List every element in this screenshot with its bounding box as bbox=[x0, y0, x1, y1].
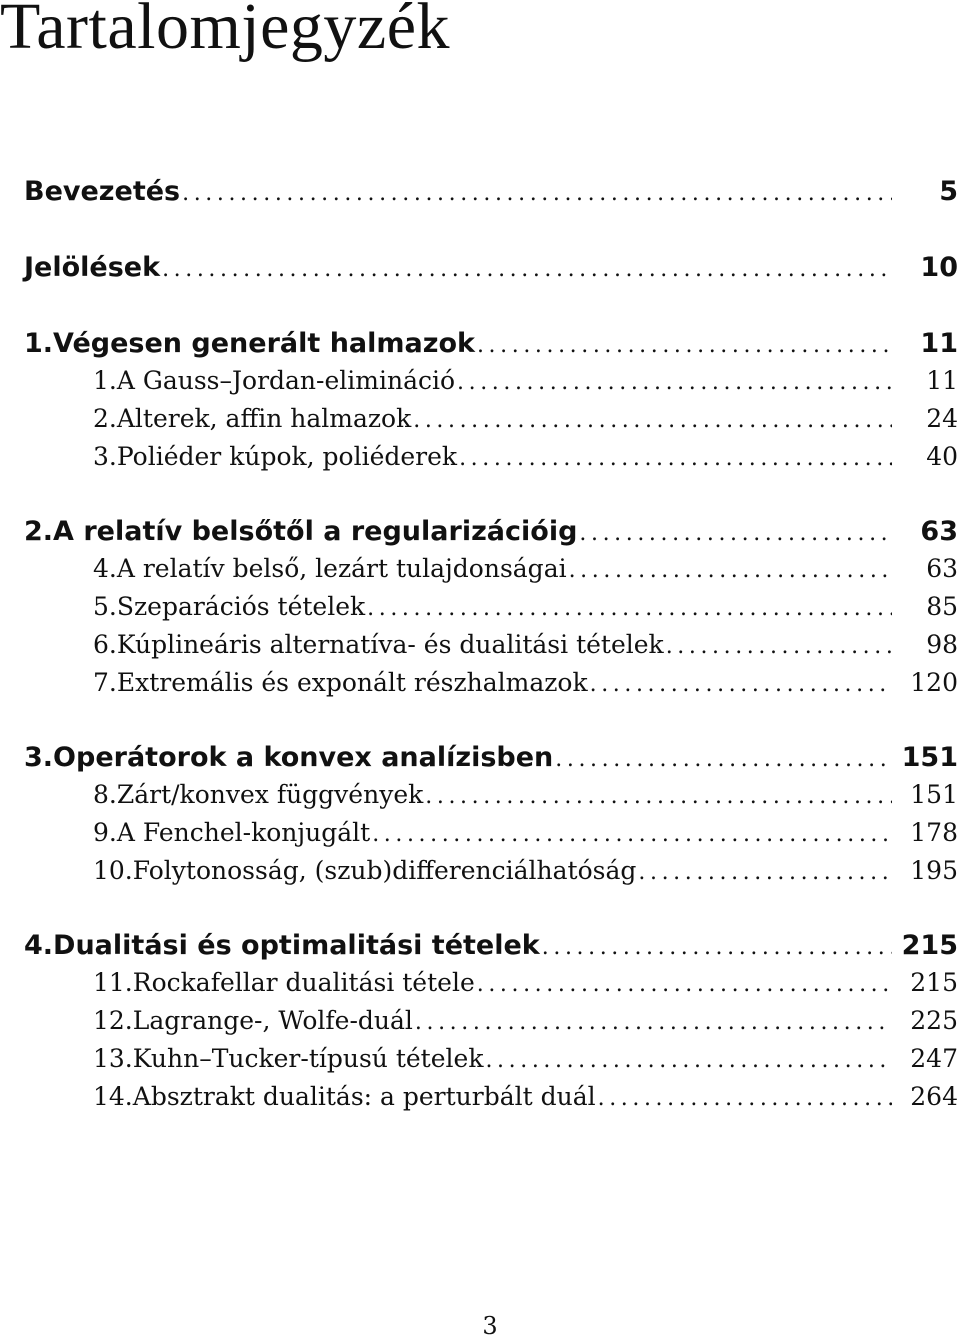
toc-entry-label: Zárt/konvex függvények bbox=[116, 780, 424, 809]
toc-entry-section[interactable] bbox=[24, 818, 958, 856]
toc-entry-label: Rockafellar dualitási tétele bbox=[132, 968, 475, 997]
toc-entry-label: Végesen generált halmazok bbox=[53, 328, 475, 359]
toc-entry-page: 98 bbox=[926, 630, 958, 659]
dot-leader bbox=[590, 672, 892, 697]
page-number: 3 bbox=[482, 1312, 498, 1340]
toc-entry-label: Lagrange-, Wolfe-duál bbox=[132, 1006, 413, 1035]
toc-entry-page: 225 bbox=[910, 1006, 958, 1035]
dot-leader bbox=[459, 446, 892, 471]
toc-entry-page: 151 bbox=[901, 742, 958, 773]
toc-entry-page: 195 bbox=[910, 856, 958, 885]
toc-entry-page: 215 bbox=[910, 968, 958, 997]
toc-entry-page: 63 bbox=[920, 516, 958, 547]
toc-entry-number: 7. bbox=[93, 668, 117, 697]
toc-entry-label: Absztrakt dualitás: a perturbált duál bbox=[132, 1082, 596, 1111]
toc-entry-page: 24 bbox=[926, 404, 958, 433]
toc-entry-page: 10 bbox=[920, 252, 958, 283]
toc-entry-section[interactable] bbox=[24, 554, 958, 592]
toc-entry-label: Operátorok a konvex analízisben bbox=[53, 742, 554, 773]
toc-entry-number: 12. bbox=[93, 1006, 133, 1035]
dot-leader bbox=[485, 1048, 892, 1073]
toc-entry-number: 6. bbox=[93, 630, 117, 659]
page-title: Tartalomjegyzék bbox=[0, 0, 451, 63]
toc-entry-chapter[interactable] bbox=[24, 930, 958, 968]
toc-entry-section[interactable] bbox=[24, 442, 958, 480]
toc-entry-label: A relatív belső, lezárt tulajdonságai bbox=[116, 554, 567, 583]
toc-entry-number: 1. bbox=[24, 328, 54, 359]
toc-entry-label: Poliéder kúpok, poliéderek bbox=[116, 442, 458, 471]
dot-leader bbox=[413, 408, 892, 433]
toc-entry-label: Alterek, affin halmazok bbox=[116, 404, 412, 433]
toc-entry-section[interactable] bbox=[24, 630, 958, 668]
toc-entry-label: Bevezetés bbox=[24, 176, 181, 207]
toc-entry-page: 215 bbox=[901, 930, 958, 961]
toc-entry-label: A Gauss–Jordan-elimináció bbox=[116, 366, 456, 395]
toc-entry-number: 10. bbox=[93, 856, 133, 885]
toc-entry-section[interactable] bbox=[24, 668, 958, 706]
toc-entry-page: 85 bbox=[926, 592, 958, 621]
toc-entry-page: 178 bbox=[910, 818, 958, 847]
dot-leader bbox=[162, 257, 892, 282]
dot-leader bbox=[182, 181, 892, 206]
toc-entry-number: 2. bbox=[93, 404, 117, 433]
toc-entry-page: 264 bbox=[910, 1082, 958, 1111]
toc-entry-section[interactable] bbox=[24, 1044, 958, 1082]
dot-leader bbox=[638, 860, 892, 885]
toc-entry-label: A Fenchel-konjugált bbox=[116, 818, 371, 847]
toc-entry-label: Extremális és exponált részhalmazok bbox=[116, 668, 588, 697]
toc-entry-label: Folytonosság, (szub)differenciálhatóság bbox=[132, 856, 637, 885]
toc-entry-chapter[interactable] bbox=[24, 516, 958, 554]
toc-entry-chapter[interactable] bbox=[24, 742, 958, 780]
toc-entry-section[interactable] bbox=[24, 404, 958, 442]
toc-entry-section[interactable] bbox=[24, 856, 958, 894]
dot-leader bbox=[477, 333, 892, 358]
toc-entry-section[interactable] bbox=[24, 1006, 958, 1044]
toc-entry-section[interactable] bbox=[24, 780, 958, 818]
dot-leader bbox=[367, 596, 892, 621]
dot-leader bbox=[666, 634, 892, 659]
toc-entry-page: 11 bbox=[926, 366, 958, 395]
toc-entry-number: 1. bbox=[93, 366, 117, 395]
toc-entry-page: 151 bbox=[910, 780, 958, 809]
toc-entry-label: Kuhn–Tucker-típusú tételek bbox=[132, 1044, 484, 1073]
toc-entry-section[interactable] bbox=[24, 366, 958, 404]
toc-entry-number: 2. bbox=[24, 516, 54, 547]
toc-entry-number: 4. bbox=[93, 554, 117, 583]
dot-leader bbox=[555, 747, 892, 772]
toc-entry-chapter[interactable] bbox=[24, 252, 958, 290]
toc-entry-page: 247 bbox=[910, 1044, 958, 1073]
dot-leader bbox=[569, 558, 892, 583]
toc-entry-label: Dualitási és optimalitási tételek bbox=[53, 930, 540, 961]
dot-leader bbox=[598, 1086, 892, 1111]
toc-entry-label: Jelölések bbox=[24, 252, 161, 283]
dot-leader bbox=[579, 521, 892, 546]
toc-entry-chapter[interactable] bbox=[24, 176, 958, 214]
toc-entry-number: 4. bbox=[24, 930, 54, 961]
toc-entry-number: 8. bbox=[93, 780, 117, 809]
toc-entry-label: Kúplineáris alternatíva- és dualitási tételek bbox=[116, 630, 664, 659]
toc-entry-number: 13. bbox=[93, 1044, 133, 1073]
toc-entry-section[interactable] bbox=[24, 592, 958, 630]
toc-entry-number: 9. bbox=[93, 818, 117, 847]
toc-entry-section[interactable] bbox=[24, 968, 958, 1006]
dot-leader bbox=[372, 822, 892, 847]
toc-entry-number: 14. bbox=[93, 1082, 133, 1111]
toc-entry-number: 5. bbox=[93, 592, 117, 621]
dot-leader bbox=[542, 935, 892, 960]
toc-entry-page: 11 bbox=[920, 328, 958, 359]
dot-leader bbox=[477, 972, 892, 997]
toc-entry-page: 40 bbox=[926, 442, 958, 471]
dot-leader bbox=[415, 1010, 892, 1035]
toc-entry-label: Szeparációs tételek bbox=[116, 592, 366, 621]
toc-entry-chapter[interactable] bbox=[24, 328, 958, 366]
toc-entry-number: 11. bbox=[93, 968, 133, 997]
toc-entry-section[interactable] bbox=[24, 1082, 958, 1120]
toc-entry-label: A relatív belsőtől a regularizációig bbox=[53, 516, 578, 547]
toc-entry-page: 63 bbox=[926, 554, 958, 583]
dot-leader bbox=[425, 784, 892, 809]
toc-entry-number: 3. bbox=[93, 442, 117, 471]
toc-entry-page: 5 bbox=[939, 176, 958, 207]
toc-entry-page: 120 bbox=[910, 668, 958, 697]
dot-leader bbox=[457, 370, 892, 395]
toc-entry-number: 3. bbox=[24, 742, 54, 773]
